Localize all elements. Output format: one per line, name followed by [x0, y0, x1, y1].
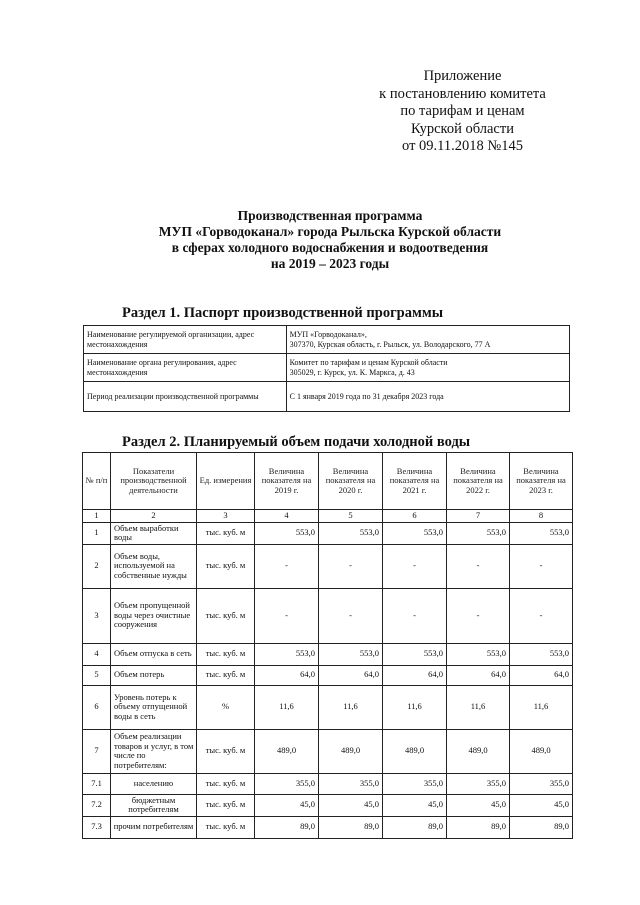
title-line: Производственная программа	[237, 208, 423, 223]
passport-label: Период реализации производственной программы	[84, 382, 287, 412]
column-number: 7	[447, 510, 510, 523]
value-2021: 64,0	[383, 665, 447, 685]
header-cell: Показатели производственной деятельности	[111, 453, 197, 510]
row-indicator: Объем пропущенной воды через очистные сооружения	[111, 588, 197, 643]
table-row	[83, 665, 573, 685]
row-unit: тыс. куб. м	[197, 544, 255, 588]
value-2019: 355,0	[255, 773, 319, 794]
row-unit: тыс. куб. м	[197, 665, 255, 685]
row-unit: тыс. куб. м	[197, 522, 255, 544]
value-2022: 489,0	[447, 729, 510, 773]
row-indicator: населению	[111, 773, 197, 794]
table-row	[83, 643, 573, 665]
passport-value-line: Комитет по тарифам и ценам Курской области	[289, 357, 448, 367]
value-2019: -	[255, 544, 319, 588]
value-2023: 45,0	[510, 794, 573, 816]
passport-value	[286, 326, 569, 354]
table-row	[83, 773, 573, 794]
row-indicator: Объем воды, используемой на собственные нужды	[111, 544, 197, 588]
row-indicator: Уровень потерь к объему отпущенной воды в сеть	[111, 685, 197, 729]
value-2023: 64,0	[510, 665, 573, 685]
table-row	[83, 588, 573, 643]
column-number: 8	[510, 510, 573, 523]
value-2023: -	[510, 544, 573, 588]
value-2022: 45,0	[447, 794, 510, 816]
row-number: 4	[83, 643, 111, 665]
value-2022: 553,0	[447, 522, 510, 544]
appendix-line: к постановлению комитета	[379, 85, 546, 102]
appendix-line: от 09.11.2018 №145	[402, 138, 523, 154]
value-2023: 553,0	[510, 522, 573, 544]
row-unit: тыс. куб. м	[197, 729, 255, 773]
table-row	[83, 522, 573, 544]
passport-value-line: 305029, г. Курск, ул. К. Маркса, д. 43	[289, 367, 415, 377]
passport-value	[286, 382, 569, 412]
value-2021: 45,0	[383, 794, 447, 816]
passport-value-line: С 1 января 2019 года по 31 декабря 2023 года	[289, 391, 444, 401]
table-row	[83, 794, 573, 816]
value-2019: 553,0	[255, 643, 319, 665]
column-number: 5	[319, 510, 383, 523]
header-cell: Величина показателя на 2019 г.	[255, 453, 319, 510]
value-2019: 11,6	[255, 685, 319, 729]
column-number: 4	[255, 510, 319, 523]
row-unit: тыс. куб. м	[197, 794, 255, 816]
row-number: 7.3	[83, 816, 111, 838]
value-2020: -	[319, 544, 383, 588]
value-2019: 45,0	[255, 794, 319, 816]
row-indicator: бюджетным потребителям	[111, 794, 197, 816]
passport-row	[84, 326, 570, 354]
value-2021: 553,0	[383, 643, 447, 665]
value-2019: 89,0	[255, 816, 319, 838]
header-cell: Величина показателя на 2022 г.	[447, 453, 510, 510]
appendix-note	[360, 68, 565, 156]
value-2023: 89,0	[510, 816, 573, 838]
value-2020: 64,0	[319, 665, 383, 685]
passport-label: Наименование регулируемой организации, адрес местонахождения	[84, 326, 287, 354]
section1-heading: Раздел 1. Паспорт производственной программы	[122, 305, 444, 321]
value-2021: 553,0	[383, 522, 447, 544]
row-unit: %	[197, 685, 255, 729]
row-number: 7.2	[83, 794, 111, 816]
row-indicator: прочим потребителям	[111, 816, 197, 838]
value-2020: 489,0	[319, 729, 383, 773]
table-row	[83, 544, 573, 588]
column-number: 2	[111, 510, 197, 523]
value-2021: 11,6	[383, 685, 447, 729]
value-2022: 355,0	[447, 773, 510, 794]
header-cell: Величина показателя на 2020 г.	[319, 453, 383, 510]
value-2022: -	[447, 544, 510, 588]
header-cell: № п/п	[83, 453, 111, 510]
value-2020: 11,6	[319, 685, 383, 729]
row-indicator: Объем выработки воды	[111, 522, 197, 544]
value-2022: -	[447, 588, 510, 643]
value-2022: 553,0	[447, 643, 510, 665]
value-2022: 11,6	[447, 685, 510, 729]
table-row	[83, 729, 573, 773]
value-2021: 489,0	[383, 729, 447, 773]
column-number: 1	[83, 510, 111, 523]
table-row	[83, 685, 573, 729]
appendix-line: Курской области	[411, 120, 514, 137]
row-indicator: Объем реализации товаров и услуг, в том числе по потребителям:	[111, 729, 197, 773]
value-2020: 553,0	[319, 643, 383, 665]
row-unit: тыс. куб. м	[197, 643, 255, 665]
volume-table	[82, 452, 573, 839]
title-line: МУП «Горводоканал» города Рыльска Курской области	[158, 224, 502, 239]
value-2019: -	[255, 588, 319, 643]
row-number: 7.1	[83, 773, 111, 794]
table-row	[83, 816, 573, 838]
column-number: 3	[197, 510, 255, 523]
header-cell: Ед. измерения	[197, 453, 255, 510]
row-number: 1	[83, 522, 111, 544]
value-2022: 89,0	[447, 816, 510, 838]
header-cell: Величина показателя на 2021 г.	[383, 453, 447, 510]
appendix-line: по тарифам и ценам	[400, 103, 525, 119]
value-2019: 64,0	[255, 665, 319, 685]
passport-table	[83, 325, 570, 412]
passport-row	[84, 382, 570, 412]
value-2023: 11,6	[510, 685, 573, 729]
value-2020: -	[319, 588, 383, 643]
table-header-row	[83, 453, 573, 510]
value-2023: -	[510, 588, 573, 643]
value-2020: 89,0	[319, 816, 383, 838]
appendix-line: Приложение	[423, 68, 502, 84]
value-2020: 355,0	[319, 773, 383, 794]
document-title	[110, 208, 550, 272]
value-2023: 489,0	[510, 729, 573, 773]
header-cell: Величина показателя на 2023 г.	[510, 453, 573, 510]
value-2021: -	[383, 588, 447, 643]
row-number: 2	[83, 544, 111, 588]
section2-heading: Раздел 2. Планируемый объем подачи холодной воды	[122, 434, 471, 450]
value-2023: 355,0	[510, 773, 573, 794]
row-indicator: Объем отпуска в сеть	[111, 643, 197, 665]
value-2021: 355,0	[383, 773, 447, 794]
passport-row	[84, 354, 570, 382]
passport-value	[286, 354, 569, 382]
row-number: 7	[83, 729, 111, 773]
row-unit: тыс. куб. м	[197, 816, 255, 838]
value-2020: 553,0	[319, 522, 383, 544]
title-line: в сферах холодного водоснабжения и водоотведения	[171, 240, 489, 255]
value-2019: 553,0	[255, 522, 319, 544]
passport-label: Наименование органа регулирования, адрес местонахождения	[84, 354, 287, 382]
title-line: на 2019 – 2023 годы	[270, 256, 390, 271]
row-number: 6	[83, 685, 111, 729]
row-indicator: Объем потерь	[111, 665, 197, 685]
value-2021: 89,0	[383, 816, 447, 838]
passport-value-line: МУП «Горводоканал»,	[289, 329, 367, 339]
column-number-row	[83, 510, 573, 523]
passport-value-line: 307370, Курская область, г. Рыльск, ул. Володарского, 77 А	[289, 339, 491, 349]
value-2019: 489,0	[255, 729, 319, 773]
column-number: 6	[383, 510, 447, 523]
row-unit: тыс. куб. м	[197, 773, 255, 794]
row-number: 3	[83, 588, 111, 643]
value-2023: 553,0	[510, 643, 573, 665]
value-2020: 45,0	[319, 794, 383, 816]
value-2021: -	[383, 544, 447, 588]
row-unit: тыс. куб. м	[197, 588, 255, 643]
row-number: 5	[83, 665, 111, 685]
value-2022: 64,0	[447, 665, 510, 685]
